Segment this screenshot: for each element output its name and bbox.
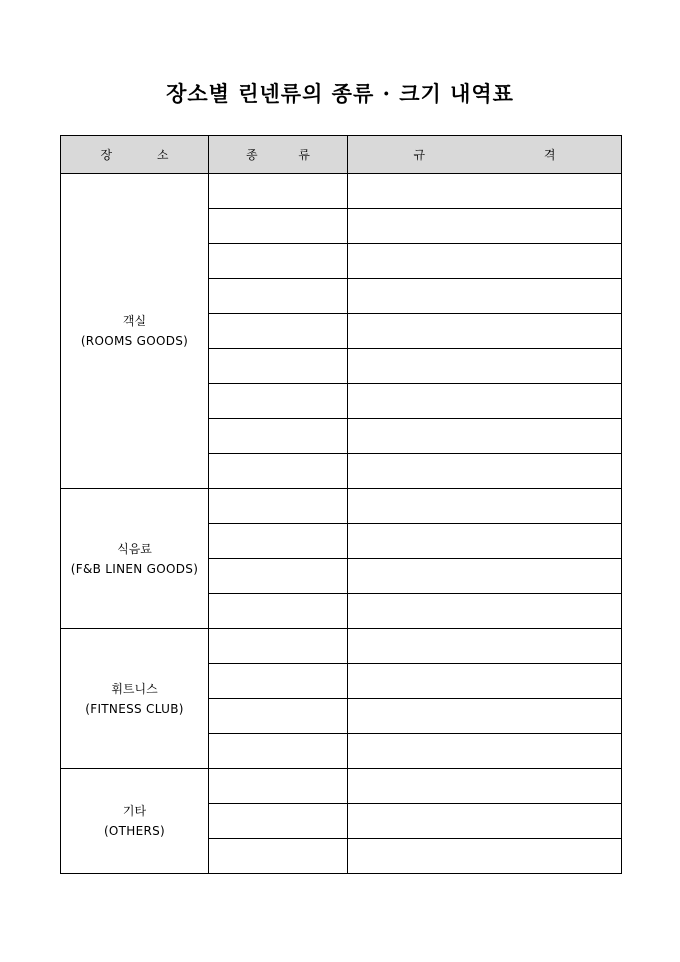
spec-cell[interactable] [348, 419, 622, 454]
header-spec [348, 136, 622, 174]
type-cell[interactable] [209, 244, 348, 279]
type-cell[interactable] [209, 664, 348, 699]
type-cell[interactable] [209, 734, 348, 769]
header-location-char-2: 소 [156, 148, 169, 162]
spec-cell[interactable] [348, 524, 622, 559]
location-label-en: (ROOMS GOODS) [80, 334, 189, 348]
spec-cell[interactable] [348, 839, 622, 874]
type-cell[interactable] [209, 839, 348, 874]
spec-cell[interactable] [348, 699, 622, 734]
type-cell[interactable] [209, 559, 348, 594]
spec-cell[interactable] [348, 734, 622, 769]
type-cell[interactable] [209, 419, 348, 454]
spec-cell[interactable] [348, 804, 622, 839]
location-cell-fitness [61, 629, 209, 769]
type-cell[interactable] [209, 384, 348, 419]
type-cell[interactable] [209, 629, 348, 664]
location-label-ko: 객실 [122, 314, 147, 328]
type-cell[interactable] [209, 524, 348, 559]
spec-cell[interactable] [348, 629, 622, 664]
type-cell[interactable] [209, 769, 348, 804]
location-cell-rooms [61, 174, 209, 489]
header-spec-char-1: 규 [413, 148, 426, 162]
spec-cell[interactable] [348, 489, 622, 524]
type-cell[interactable] [209, 804, 348, 839]
location-label-en: (FITNESS CLUB) [85, 701, 184, 716]
spec-cell[interactable] [348, 279, 622, 314]
spec-cell[interactable] [348, 244, 622, 279]
header-location-char-1: 장 [100, 148, 113, 162]
header-type [209, 136, 348, 174]
spec-cell[interactable] [348, 314, 622, 349]
location-label-ko: 휘트니스 [111, 681, 158, 696]
spec-cell[interactable] [348, 349, 622, 384]
location-cell-fnb [61, 489, 209, 629]
header-spec-char-2: 격 [543, 148, 556, 162]
location-label-ko: 기타 [122, 804, 147, 818]
table-row [61, 629, 622, 664]
location-label-en: (OTHERS) [103, 824, 166, 838]
spec-cell[interactable] [348, 559, 622, 594]
header-location [61, 136, 209, 174]
table-row [61, 174, 622, 209]
spec-cell[interactable] [348, 594, 622, 629]
spec-cell[interactable] [348, 209, 622, 244]
table-row [61, 769, 622, 804]
type-cell[interactable] [209, 209, 348, 244]
type-cell[interactable] [209, 594, 348, 629]
location-label-en: (F&B LINEN GOODS) [70, 561, 199, 576]
spec-cell[interactable] [348, 384, 622, 419]
spec-cell[interactable] [348, 454, 622, 489]
type-cell[interactable] [209, 699, 348, 734]
location-cell-others [61, 769, 209, 874]
type-cell[interactable] [209, 174, 348, 209]
table-row [61, 489, 622, 524]
spec-cell[interactable] [348, 769, 622, 804]
linen-table [60, 135, 622, 874]
type-cell[interactable] [209, 279, 348, 314]
type-cell[interactable] [209, 314, 348, 349]
location-label-ko: 식음료 [117, 541, 152, 556]
type-cell[interactable] [209, 454, 348, 489]
header-type-char-1: 종 [246, 148, 258, 162]
spec-cell[interactable] [348, 664, 622, 699]
type-cell[interactable] [209, 489, 348, 524]
page-title: 장소별 린넨류의 종류 · 크기 내역표 [166, 81, 514, 106]
header-type-char-2: 류 [298, 148, 310, 162]
type-cell[interactable] [209, 349, 348, 384]
spec-cell[interactable] [348, 174, 622, 209]
header-row [61, 136, 622, 174]
